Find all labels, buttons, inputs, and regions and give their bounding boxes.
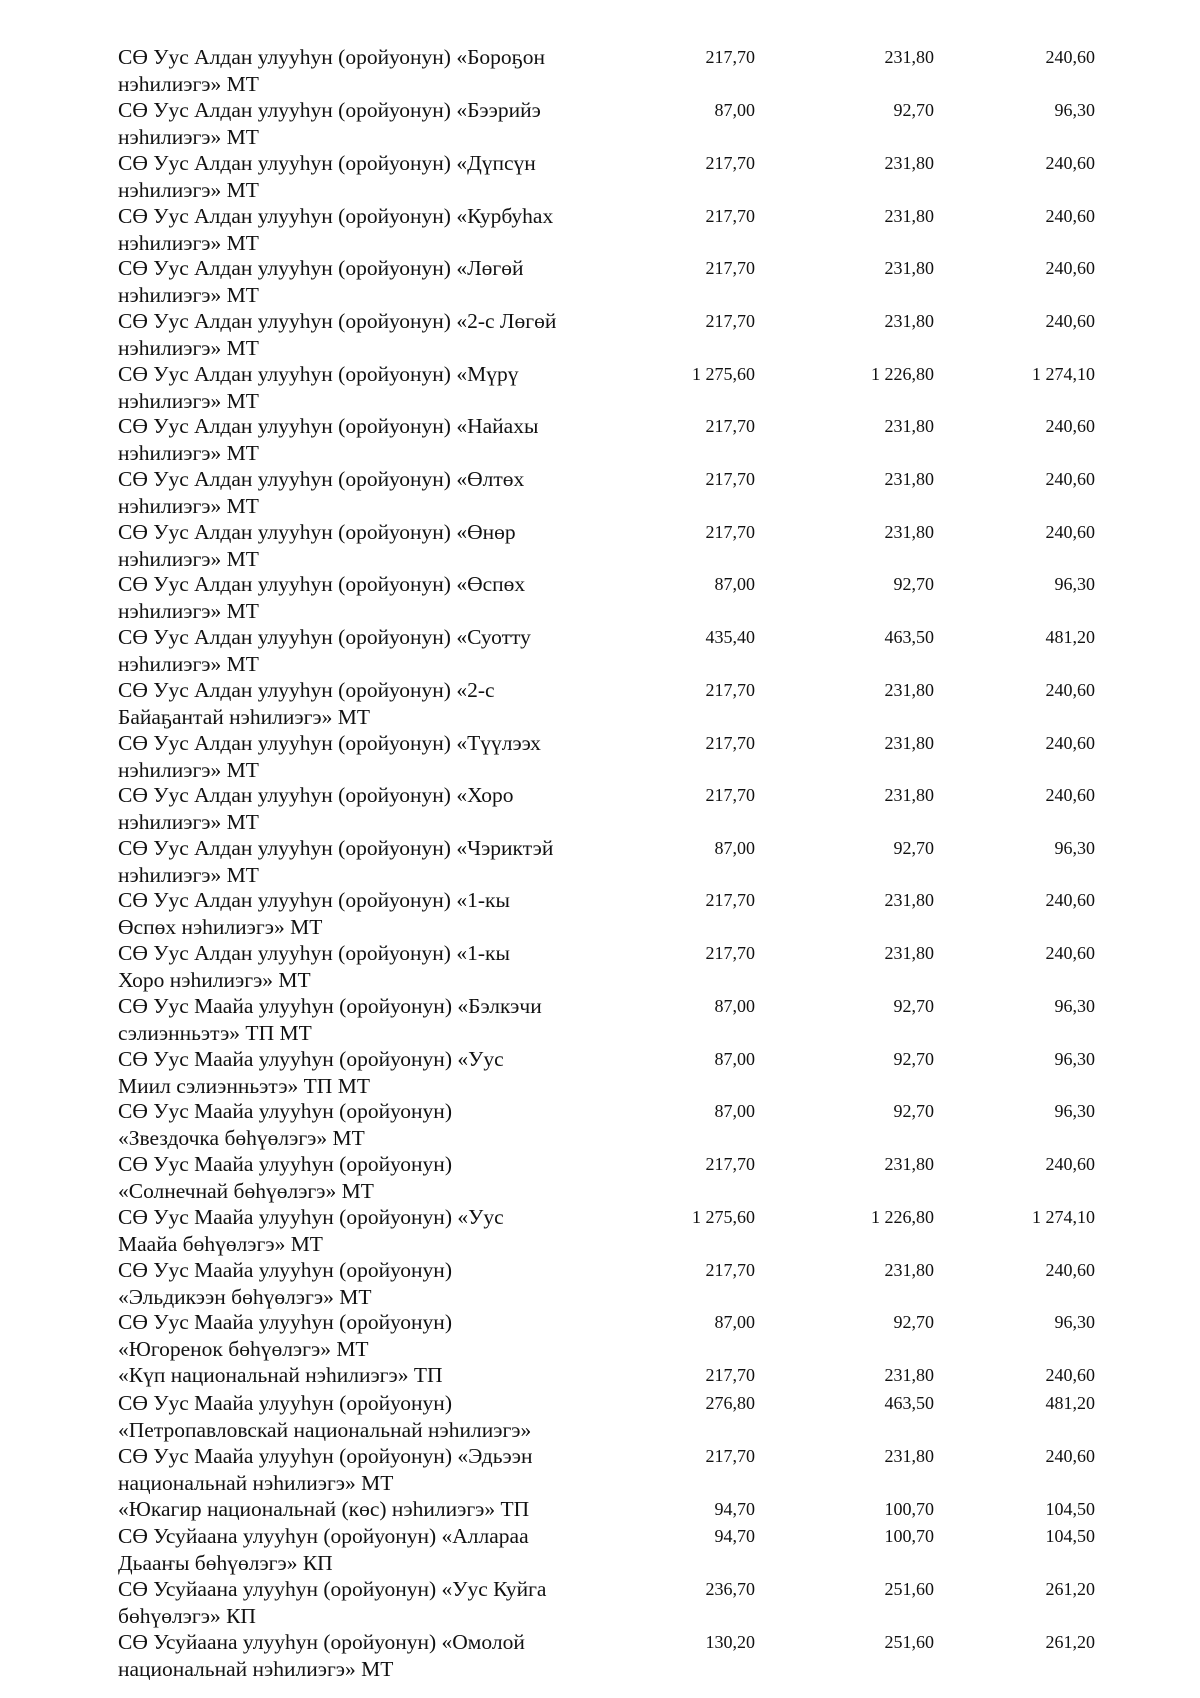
amount-column-3: 240,60: [1045, 258, 1095, 278]
organization-name-line-2: нэһилиэгэ» МТ: [118, 809, 259, 834]
amount-column-1: 217,70: [705, 890, 755, 910]
organization-name-line-1: СӨ Уус Маайа улууһун (оройуонун) «Бэлкэчи: [118, 994, 542, 1018]
amount-column-3: 104,50: [1045, 1499, 1095, 1519]
amount-column-1: 217,70: [705, 153, 755, 173]
amount-column-1: 94,70: [714, 1526, 755, 1546]
amount-column-1: 276,80: [705, 1393, 755, 1413]
organization-name: [118, 1046, 616, 1099]
amount-column-3: 240,60: [1045, 153, 1095, 173]
amount-column-1: 217,70: [705, 1446, 755, 1466]
organization-name-line-1: СӨ Уус Алдан улууһун (оройуонун) «Бороҕон: [118, 45, 546, 69]
organization-name-line-2: нэһилиэгэ» МТ: [118, 124, 259, 149]
amount-column-2: 92,70: [893, 100, 934, 120]
organization-name-line-2: «Петропавловскай национальнай нэһилиэгэ»: [118, 1417, 532, 1442]
amount-column-3: 240,60: [1045, 47, 1095, 67]
organization-name: [118, 1151, 616, 1204]
organization-name: [118, 835, 616, 888]
organization-name-line-1: СӨ Уус Маайа улууһун (оройуонун) «Уус: [118, 1047, 504, 1071]
amount-column-1: 217,70: [705, 943, 755, 963]
amount-column-2: 92,70: [893, 1049, 934, 1069]
amount-column-3: 240,60: [1045, 206, 1095, 226]
amount-column-3: 1 274,10: [1032, 364, 1095, 384]
organization-name: [118, 624, 616, 677]
amount-column-3: 240,60: [1045, 785, 1095, 805]
organization-name-line-1: СӨ Уус Маайа улууһун (оройуонун): [118, 1099, 452, 1123]
amount-column-3: 96,30: [1054, 574, 1095, 594]
organization-name-line-1: СӨ Уус Маайа улууһун (оройуонун) «Уус: [118, 1205, 504, 1229]
amount-column-3: 96,30: [1054, 1101, 1095, 1121]
amount-column-2: 231,80: [884, 1365, 934, 1385]
amount-column-3: 240,60: [1045, 311, 1095, 331]
organization-name: [118, 1443, 616, 1496]
amount-column-2: 231,80: [884, 47, 934, 67]
amount-column-3: 96,30: [1054, 996, 1095, 1016]
organization-name-line-1: «Юкагир национальнай (көс) нэһилиэгэ» ТП: [118, 1497, 530, 1521]
organization-name-line-2: национальнай нэһилиэгэ» МТ: [118, 1656, 394, 1681]
organization-name-line-2: нэһилиэгэ» МТ: [118, 230, 259, 255]
organization-name-line-2: Маайа бөһүөлэгэ» МТ: [118, 1231, 323, 1256]
organization-name-line-2: «Звездочка бөһүөлэгэ» МТ: [118, 1125, 365, 1150]
organization-name: [118, 203, 616, 256]
amount-column-1: 1 275,60: [692, 364, 755, 384]
amount-column-3: 240,60: [1045, 416, 1095, 436]
organization-name-line-2: «Югоренок бөһүөлэгэ» МТ: [118, 1336, 369, 1361]
amount-column-2: 231,80: [884, 522, 934, 542]
organization-name-line-1: СӨ Уус Алдан улууһун (оройуонун) «Мүрү: [118, 362, 519, 386]
organization-name-line-1: СӨ Уус Алдан улууһун (оройуонун) «2-с Лөгөй: [118, 309, 557, 333]
amount-column-3: 1 274,10: [1032, 1207, 1095, 1227]
amount-column-2: 231,80: [884, 1154, 934, 1174]
organization-name-line-2: сэлиэнньэтэ» ТП МТ: [118, 1020, 312, 1045]
amount-column-3: 261,20: [1045, 1579, 1095, 1599]
organization-name-line-1: СӨ Уус Алдан улууһун (оройуонун) «Өспөх: [118, 572, 526, 596]
amount-column-2: 463,50: [884, 627, 934, 647]
amount-column-1: 87,00: [714, 1312, 755, 1332]
organization-name-line-1: СӨ Уус Алдан улууһун (оройуонун) «Суотту: [118, 625, 531, 649]
organization-name-line-1: СӨ Уус Алдан улууһун (оройуонун) «Чэриктэй: [118, 836, 554, 860]
organization-name-line-2: «Солнечнай бөһүөлэгэ» МТ: [118, 1178, 374, 1203]
organization-name-line-2: нэһилиэгэ» МТ: [118, 757, 259, 782]
amount-column-3: 96,30: [1054, 1312, 1095, 1332]
amount-column-2: 92,70: [893, 1312, 934, 1332]
amount-column-2: 231,80: [884, 469, 934, 489]
organization-name: [118, 255, 616, 308]
amount-column-1: 130,20: [705, 1632, 755, 1652]
organization-name-line-1: СӨ Уус Алдан улууһун (оройуонун) «Дүпсүн: [118, 151, 536, 175]
amount-column-1: 217,70: [705, 311, 755, 331]
amount-column-2: 231,80: [884, 733, 934, 753]
organization-name: [118, 1523, 616, 1576]
organization-name: [118, 1629, 616, 1682]
organization-name-line-2: Өспөх нэһилиэгэ» МТ: [118, 914, 323, 939]
organization-name-line-2: нэһилиэгэ» МТ: [118, 862, 259, 887]
organization-name-line-2: бөһүөлэгэ» КП: [118, 1603, 256, 1628]
amount-column-2: 251,60: [884, 1632, 934, 1652]
organization-name: [118, 730, 616, 783]
amount-column-3: 240,60: [1045, 733, 1095, 753]
organization-name: [118, 1204, 616, 1257]
amount-column-1: 217,70: [705, 522, 755, 542]
organization-name-line-2: нэһилиэгэ» МТ: [118, 440, 259, 465]
organization-name: [118, 993, 616, 1046]
organization-name-line-1: СӨ Уус Алдан улууһун (оройуонун) «Курбуһах: [118, 204, 554, 228]
organization-name-line-2: нэһилиэгэ» МТ: [118, 388, 259, 413]
amount-column-2: 92,70: [893, 1101, 934, 1121]
organization-name: [118, 413, 616, 466]
amount-column-2: 1 226,80: [871, 1207, 934, 1227]
organization-name-line-1: СӨ Уус Алдан улууһун (оройуонун) «Бээрийэ: [118, 98, 541, 122]
amount-column-3: 240,60: [1045, 1446, 1095, 1466]
amount-column-2: 231,80: [884, 943, 934, 963]
amount-column-1: 87,00: [714, 100, 755, 120]
amount-column-3: 96,30: [1054, 100, 1095, 120]
organization-name: [118, 44, 616, 97]
organization-name: [118, 466, 616, 519]
amount-column-2: 463,50: [884, 1393, 934, 1413]
amount-column-3: 240,60: [1045, 1260, 1095, 1280]
organization-name-line-1: СӨ Уус Маайа улууһун (оройуонун) «Эдьээн: [118, 1444, 533, 1468]
amount-column-3: 240,60: [1045, 890, 1095, 910]
organization-name: [118, 1362, 616, 1389]
amount-column-3: 104,50: [1045, 1526, 1095, 1546]
organization-name: [118, 519, 616, 572]
amount-column-1: 217,70: [705, 416, 755, 436]
organization-name-line-1: СӨ Уус Алдан улууһун (оройуонун) «1-кы: [118, 941, 510, 965]
organization-name: [118, 940, 616, 993]
amount-column-3: 96,30: [1054, 838, 1095, 858]
organization-name: [118, 677, 616, 730]
organization-name-line-1: СӨ Уус Алдан улууһун (оройуонун) «2-с: [118, 678, 495, 702]
amount-column-1: 217,70: [705, 206, 755, 226]
amount-column-1: 217,70: [705, 1260, 755, 1280]
organization-name-line-1: СӨ Уус Алдан улууһун (оройуонун) «Түүлээх: [118, 731, 541, 755]
amount-column-1: 217,70: [705, 680, 755, 700]
amount-column-3: 240,60: [1045, 469, 1095, 489]
organization-name-line-1: СӨ Усуйаана улууһун (оройуонун) «Омолой: [118, 1630, 525, 1654]
amount-column-1: 1 275,60: [692, 1207, 755, 1227]
amount-column-1: 87,00: [714, 1049, 755, 1069]
organization-name-line-1: СӨ Уус Маайа улууһун (оройуонун): [118, 1310, 452, 1334]
organization-name: [118, 1309, 616, 1362]
amount-column-2: 231,80: [884, 1446, 934, 1466]
amount-column-2: 92,70: [893, 838, 934, 858]
amount-column-2: 92,70: [893, 574, 934, 594]
organization-name-line-1: СӨ Уус Маайа улууһун (оройуонун): [118, 1258, 452, 1282]
amount-column-3: 261,20: [1045, 1632, 1095, 1652]
organization-name-line-1: СӨ Уус Алдан улууһун (оройуонун) «Өлтөх: [118, 467, 525, 491]
amount-column-2: 231,80: [884, 206, 934, 226]
organization-name-line-1: СӨ Уус Маайа улууһун (оройуонун): [118, 1152, 452, 1176]
organization-name-line-1: СӨ Уус Алдан улууһун (оройуонун) «1-кы: [118, 888, 510, 912]
organization-name-line-2: Дьааҥы бөһүөлэгэ» КП: [118, 1550, 333, 1575]
amount-column-2: 231,80: [884, 416, 934, 436]
amount-column-3: 240,60: [1045, 1365, 1095, 1385]
amount-column-2: 1 226,80: [871, 364, 934, 384]
amount-column-1: 435,40: [705, 627, 755, 647]
organization-name-line-1: СӨ Уус Алдан улууһун (оройуонун) «Лөгөй: [118, 256, 524, 280]
amount-column-2: 231,80: [884, 153, 934, 173]
organization-name-line-2: нэһилиэгэ» МТ: [118, 546, 259, 571]
amount-column-3: 481,20: [1045, 1393, 1095, 1413]
organization-name-line-1: СӨ Уус Маайа улууһун (оройуонун): [118, 1391, 452, 1415]
organization-name: [118, 1496, 616, 1523]
organization-name-line-2: нэһилиэгэ» МТ: [118, 598, 259, 623]
organization-name: [118, 308, 616, 361]
organization-name: [118, 361, 616, 414]
organization-name: [118, 1390, 616, 1443]
amount-column-2: 231,80: [884, 258, 934, 278]
amount-column-3: 240,60: [1045, 680, 1095, 700]
organization-name: [118, 1576, 616, 1629]
amount-column-1: 87,00: [714, 996, 755, 1016]
amount-column-1: 217,70: [705, 258, 755, 278]
amount-column-2: 100,70: [884, 1526, 934, 1546]
amount-column-1: 87,00: [714, 574, 755, 594]
organization-name: [118, 571, 616, 624]
organization-name: [118, 782, 616, 835]
organization-name: [118, 887, 616, 940]
organization-name-line-2: нэһилиэгэ» МТ: [118, 177, 259, 202]
amount-column-2: 100,70: [884, 1499, 934, 1519]
organization-name-line-2: Миил сэлиэнньэтэ» ТП МТ: [118, 1073, 370, 1098]
organization-name-line-2: Байаҕантай нэһилиэгэ» МТ: [118, 704, 371, 729]
amount-column-1: 94,70: [714, 1499, 755, 1519]
amount-column-3: 240,60: [1045, 943, 1095, 963]
organization-name: [118, 1098, 616, 1151]
organization-name-line-1: СӨ Уус Алдан улууһун (оройуонун) «Өнөр: [118, 520, 516, 544]
organization-name-line-2: нэһилиэгэ» МТ: [118, 335, 259, 360]
amount-column-3: 481,20: [1045, 627, 1095, 647]
amount-column-2: 92,70: [893, 996, 934, 1016]
amount-column-2: 251,60: [884, 1579, 934, 1599]
organization-name: [118, 1257, 616, 1310]
amount-column-2: 231,80: [884, 785, 934, 805]
amount-column-3: 240,60: [1045, 522, 1095, 542]
amount-column-2: 231,80: [884, 1260, 934, 1280]
organization-name-line-2: нэһилиэгэ» МТ: [118, 493, 259, 518]
organization-name-line-1: «Күп национальнай нэһилиэгэ» ТП: [118, 1363, 443, 1387]
amount-column-2: 231,80: [884, 311, 934, 331]
organization-name: [118, 97, 616, 150]
amount-column-1: 236,70: [705, 1579, 755, 1599]
organization-name-line-2: нэһилиэгэ» МТ: [118, 282, 259, 307]
amount-column-1: 217,70: [705, 1154, 755, 1174]
organization-name: [118, 150, 616, 203]
amount-column-1: 217,70: [705, 47, 755, 67]
amount-column-1: 217,70: [705, 1365, 755, 1385]
organization-name-line-1: СӨ Уус Алдан улууһун (оройуонун) «Хоро: [118, 783, 514, 807]
organization-name-line-1: СӨ Усуйаана улууһун (оройуонун) «Аллараа: [118, 1524, 529, 1548]
organization-name-line-2: нэһилиэгэ» МТ: [118, 71, 259, 96]
amount-column-1: 217,70: [705, 469, 755, 489]
amount-column-2: 231,80: [884, 890, 934, 910]
amount-column-1: 87,00: [714, 838, 755, 858]
amount-column-3: 240,60: [1045, 1154, 1095, 1174]
organization-name-line-2: Хоро нэһилиэгэ» МТ: [118, 967, 311, 992]
organization-name-line-1: СӨ Усуйаана улууһун (оройуонун) «Уус Куйга: [118, 1577, 547, 1601]
amount-column-3: 96,30: [1054, 1049, 1095, 1069]
amount-column-1: 217,70: [705, 785, 755, 805]
organization-name-line-2: «Эльдикээн бөһүөлэгэ» МТ: [118, 1284, 372, 1309]
organization-name-line-2: национальнай нэһилиэгэ» МТ: [118, 1470, 394, 1495]
amount-column-1: 217,70: [705, 733, 755, 753]
organization-name-line-2: нэһилиэгэ» МТ: [118, 651, 259, 676]
amount-column-1: 87,00: [714, 1101, 755, 1121]
amount-column-2: 231,80: [884, 680, 934, 700]
organization-name-line-1: СӨ Уус Алдан улууһун (оройуонун) «Найахы: [118, 414, 539, 438]
